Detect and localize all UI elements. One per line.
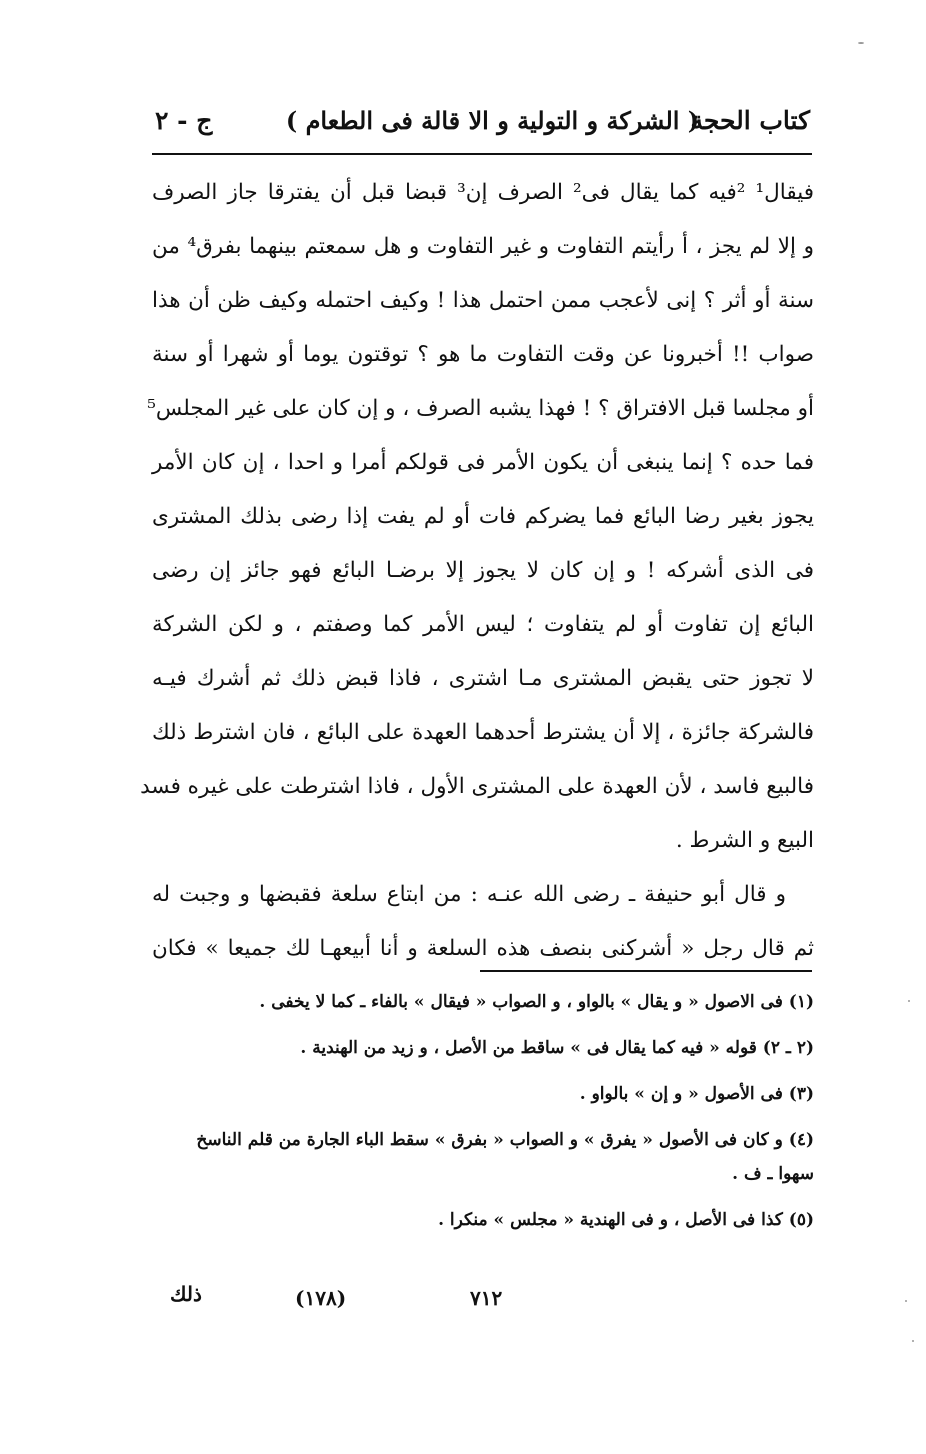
text-line: ثم قال رجل « أشركنى بنصف هذه السلعة و أنا أبيعهـا لك جميعا » فكان <box>152 936 814 961</box>
scan-speck <box>908 1000 910 1002</box>
text-line: البيع و الشرط . <box>675 828 814 853</box>
text-line: سنة أو أثر ؟ إنى لأعجب ممن احتمل هذا ! وكيف احتمله وكيف ظن أن هذا <box>152 288 814 313</box>
scan-speck <box>912 1340 914 1342</box>
running-header <box>155 100 810 150</box>
footnote-divider <box>480 970 812 972</box>
footnotes <box>152 990 814 1254</box>
main-text <box>140 166 814 976</box>
footnote-1: (١) فى الاصول « و يقال » بالواو ، و الصواب « فيقال » بالفاء ـ كما لا يخفى . <box>259 992 814 1012</box>
book-title: كتاب الحجة <box>690 106 810 135</box>
text-line: يجوز بغير رضا البائع فما يضركم فات أو لم يفت إذا رضى بذلك المشترى <box>152 504 814 529</box>
text-line: البائع إن تفاوت أو لم يتفاوت ؛ ليس الأمر كما وصفتم ، و لكن الشركة <box>152 612 814 637</box>
chapter-title: ( الشركة و التولية و الا قالة فى الطعام ) <box>285 106 700 135</box>
scan-speck <box>858 42 864 44</box>
page-number: ٧١٢ <box>470 1286 503 1310</box>
text-line: فيقال¹ ²فيه كما يقال فى² الصرف إن³ قبضا قبل أن يفترقا جاز الصرف <box>152 180 814 205</box>
scan-speck <box>905 1300 907 1302</box>
page-footer <box>170 1282 790 1316</box>
catchword: ذلك <box>170 1282 202 1306</box>
footnote-4: (٤) و كان فى الأصول « يفرق » و الصواب « بفرق » سقط الباء الجارة من قلم الناسخ <box>196 1130 814 1150</box>
footnote-3: (٣) فى الأصول « و إن » بالواو . <box>579 1084 814 1104</box>
text-line: لا تجوز حتى يقبض المشترى مـا اشترى ، فاذا قبض ذلك ثم أشرك فيـه <box>152 666 814 691</box>
header-divider <box>152 153 812 155</box>
volume-label: ج - ٢ <box>155 106 213 135</box>
text-line: فى الذى أشركه ! و إن كان لا يجوز إلا برضـا البائع فهو جائز إن رضى <box>152 558 814 583</box>
text-line: صواب !! أخبرونا عن وقت التفاوت ما هو ؟ توقتون يوما أو شهرا أو سنة <box>152 342 814 367</box>
footnote-5: (٥) كذا فى الأصل ، و فى الهندية « مجلس » منكرا . <box>438 1210 814 1230</box>
volume-page-number: (١٧٨) <box>295 1286 347 1310</box>
text-line: فما حده ؟ إنما ينبغى أن يكون الأمر فى قولكم أمرا و احدا ، إن كان الأمر <box>152 450 814 475</box>
text-line: و إلا لم يجز ، أ رأيتم التفاوت و غير التفاوت و هل سمعتم بينهما بفرق⁴ من <box>152 234 814 259</box>
text-line: و قال أبو حنيفة ـ رضى الله عنـه : من ابتاع سلعة فقبضها و وجبت له <box>152 882 786 907</box>
footnote-4-continued: سهوا ـ ف . <box>732 1164 814 1184</box>
text-line: فالشركة جائزة ، إلا أن يشترط أحدهما العهدة على البائع ، فان اشترط ذلك <box>152 720 814 745</box>
text-line: فالبيع فاسد ، لأن العهدة على المشترى الأول ، فاذا اشترطت على غيره فسد <box>140 774 814 799</box>
footnote-2: (٢ ـ ٢) قوله « فيه كما يقال فى » ساقط من الأصل ، و زيد من الهندية . <box>300 1038 814 1058</box>
text-line: أو مجلسا قبل الافتراق ؟ ! فهذا يشبه الصرف ، و إن كان على غير المجلس⁵ <box>147 396 814 421</box>
